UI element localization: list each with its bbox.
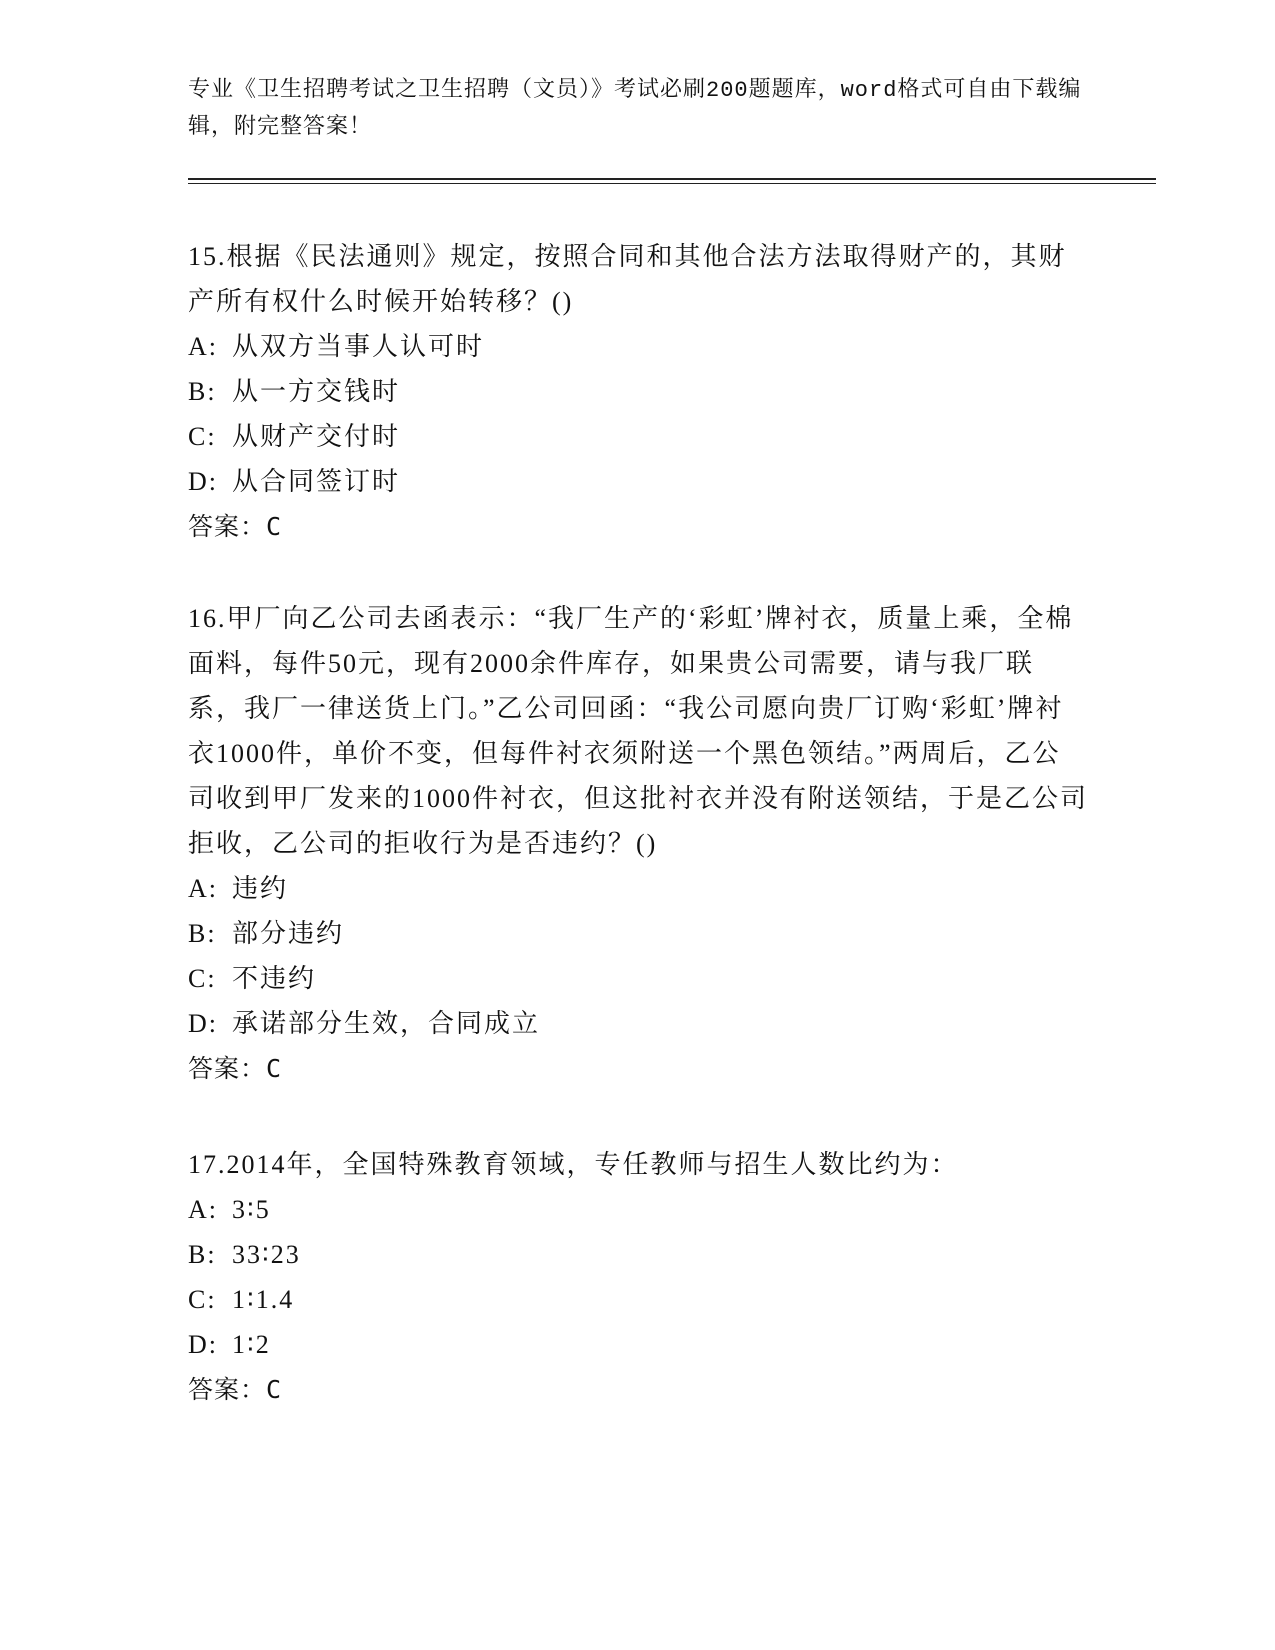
- option-letter: A:: [188, 1195, 218, 1224]
- option-text: 从合同签订时: [232, 467, 401, 496]
- answer-line: 答案：C: [188, 512, 283, 541]
- option-letter: A:: [188, 874, 218, 903]
- question-stem: 16.甲厂向乙公司去函表示：“我厂生产的‘彩虹’牌衬衣，质量上乘，全棉面料，每件50元，现有2000余件库存，如果贵公司需要，请与我厂联系，我厂一律送货上门。”乙公司回函：“我公司愿向贵厂订购‘彩虹’牌衬衣1000件，单价不变，但每件衬衣须附送一个黑色领结。”两周后，乙公司收到甲厂发来的1000件衬衣，但这批衬衣并没有附送领结，于是乙公司拒收，乙公司的拒收行为是否违约？(): [188, 604, 1089, 858]
- question-stem: 17.2014年，全国特殊教育领域，专任教师与招生人数比约为：: [188, 1150, 959, 1179]
- option-letter: C:: [188, 422, 217, 451]
- option-a: [188, 866, 1088, 911]
- option-letter: B:: [188, 377, 217, 406]
- option-c: [188, 1277, 1088, 1322]
- option-text: 违约: [232, 874, 289, 903]
- option-letter: D:: [188, 467, 218, 496]
- option-text: 33∶23: [232, 1240, 301, 1269]
- option-text: 3∶5: [232, 1195, 271, 1224]
- answer-line: 答案：C: [188, 1375, 283, 1404]
- option-text: 不违约: [232, 964, 317, 993]
- question-15: [188, 234, 1088, 549]
- option-d: [188, 459, 1088, 504]
- option-letter: D:: [188, 1009, 218, 1038]
- answer-line: 答案：C: [188, 1054, 283, 1083]
- header-divider-thick: [188, 178, 1156, 180]
- option-letter: C:: [188, 1285, 217, 1314]
- option-c: [188, 956, 1088, 1001]
- option-letter: B:: [188, 919, 217, 948]
- document-header: 专业《卫生招聘考试之卫生招聘（文员）》考试必刷200题题库，word格式可自由下载编辑，附完整答案！: [188, 78, 1082, 140]
- option-text: 1∶1.4: [232, 1285, 295, 1314]
- option-c: [188, 414, 1088, 459]
- option-text: 从一方交钱时: [232, 377, 401, 406]
- option-letter: A:: [188, 332, 218, 361]
- option-text: 从双方当事人认可时: [232, 332, 485, 361]
- option-a: [188, 1187, 1088, 1232]
- option-b: [188, 911, 1088, 956]
- option-letter: B:: [188, 1240, 217, 1269]
- option-d: [188, 1001, 1088, 1046]
- option-a: [188, 324, 1088, 369]
- question-16: [188, 596, 1088, 1091]
- option-d: [188, 1322, 1088, 1367]
- option-text: 从财产交付时: [232, 422, 401, 451]
- option-b: [188, 369, 1088, 414]
- option-text: 部分违约: [232, 919, 345, 948]
- header-divider-thin: [188, 183, 1156, 184]
- question-stem: 15.根据《民法通则》规定，按照合同和其他合法方法取得财产的，其财产所有权什么时候开始转移？(): [188, 242, 1067, 316]
- option-text: 承诺部分生效，合同成立: [232, 1009, 541, 1038]
- option-letter: C:: [188, 964, 217, 993]
- question-17: [188, 1142, 1088, 1412]
- option-b: [188, 1232, 1088, 1277]
- option-letter: D:: [188, 1330, 218, 1359]
- option-text: 1∶2: [232, 1330, 271, 1359]
